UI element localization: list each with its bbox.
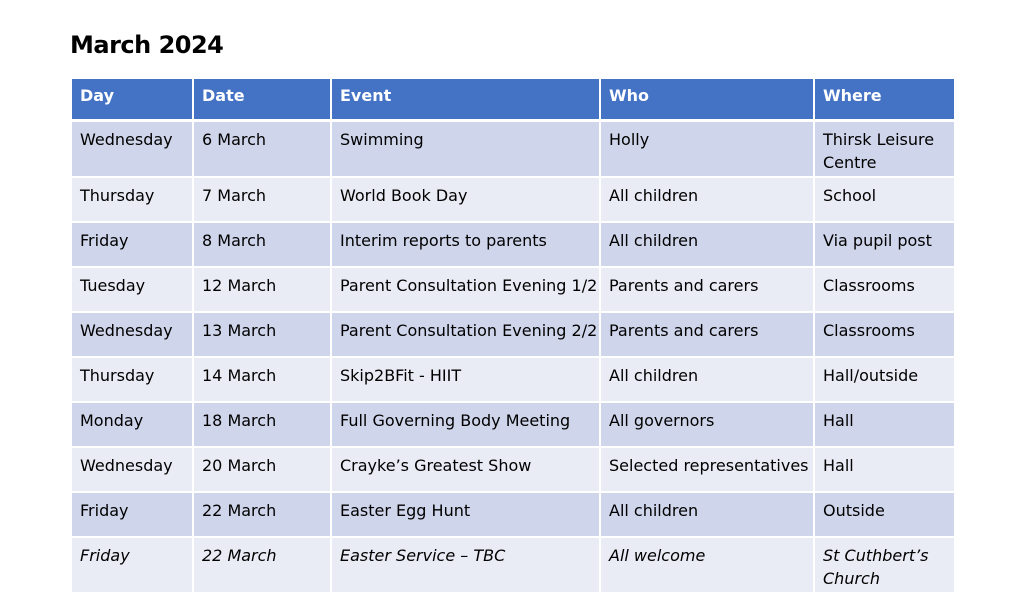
- who-cell: All children: [600, 177, 814, 222]
- date-cell: 8 March: [193, 222, 331, 267]
- event-cell: Easter Egg Hunt: [331, 492, 600, 537]
- who-cell: Parents and carers: [600, 312, 814, 357]
- who-cell: Selected representatives: [600, 447, 814, 492]
- where-cell: Via pupil post: [814, 222, 955, 267]
- where-cell: Classrooms: [814, 312, 955, 357]
- column-header-where: Where: [814, 78, 955, 121]
- events-table: [70, 77, 956, 594]
- who-cell: Holly: [600, 121, 814, 178]
- table-row: [71, 267, 955, 312]
- who-cell: All governors: [600, 402, 814, 447]
- who-cell: All children: [600, 357, 814, 402]
- event-cell: Interim reports to parents: [331, 222, 600, 267]
- day-cell: Friday: [71, 222, 193, 267]
- date-cell: 22 March: [193, 492, 331, 537]
- table-row: [71, 121, 955, 178]
- day-cell: Wednesday: [71, 447, 193, 492]
- where-cell: Hall: [814, 402, 955, 447]
- event-cell: World Book Day: [331, 177, 600, 222]
- page-title: March 2024: [70, 31, 224, 59]
- day-cell: Monday: [71, 402, 193, 447]
- table-row: [71, 222, 955, 267]
- where-cell: Thirsk Leisure Centre: [814, 121, 955, 178]
- event-cell: Parent Consultation Evening 1/2: [331, 267, 600, 312]
- event-cell: Swimming: [331, 121, 600, 178]
- where-cell: St Cuthbert’s Church: [814, 537, 955, 593]
- day-cell: Thursday: [71, 177, 193, 222]
- day-cell: Friday: [71, 492, 193, 537]
- where-cell: Outside: [814, 492, 955, 537]
- date-cell: 7 March: [193, 177, 331, 222]
- date-cell: 14 March: [193, 357, 331, 402]
- date-cell: 13 March: [193, 312, 331, 357]
- where-cell: Classrooms: [814, 267, 955, 312]
- date-cell: 22 March: [193, 537, 331, 593]
- date-cell: 12 March: [193, 267, 331, 312]
- day-cell: Thursday: [71, 357, 193, 402]
- column-header-day: Day: [71, 78, 193, 121]
- day-cell: Wednesday: [71, 312, 193, 357]
- who-cell: All children: [600, 222, 814, 267]
- event-cell: Full Governing Body Meeting: [331, 402, 600, 447]
- column-header-date: Date: [193, 78, 331, 121]
- where-cell: Hall/outside: [814, 357, 955, 402]
- day-cell: Wednesday: [71, 121, 193, 178]
- table-row: [71, 537, 955, 593]
- table-row: [71, 177, 955, 222]
- event-cell: Parent Consultation Evening 2/2: [331, 312, 600, 357]
- table-header-row: [71, 78, 955, 121]
- who-cell: Parents and carers: [600, 267, 814, 312]
- table-row: [71, 492, 955, 537]
- table-row: [71, 447, 955, 492]
- who-cell: All children: [600, 492, 814, 537]
- date-cell: 18 March: [193, 402, 331, 447]
- day-cell: Tuesday: [71, 267, 193, 312]
- event-cell: Easter Service – TBC: [331, 537, 600, 593]
- table-row: [71, 402, 955, 447]
- event-cell: Skip2BFit - HIIT: [331, 357, 600, 402]
- where-cell: Hall: [814, 447, 955, 492]
- day-cell: Friday: [71, 537, 193, 593]
- table-row: [71, 357, 955, 402]
- table-row: [71, 312, 955, 357]
- where-cell: School: [814, 177, 955, 222]
- column-header-event: Event: [331, 78, 600, 121]
- event-cell: Crayke’s Greatest Show: [331, 447, 600, 492]
- who-cell: All welcome: [600, 537, 814, 593]
- date-cell: 20 March: [193, 447, 331, 492]
- date-cell: 6 March: [193, 121, 331, 178]
- column-header-who: Who: [600, 78, 814, 121]
